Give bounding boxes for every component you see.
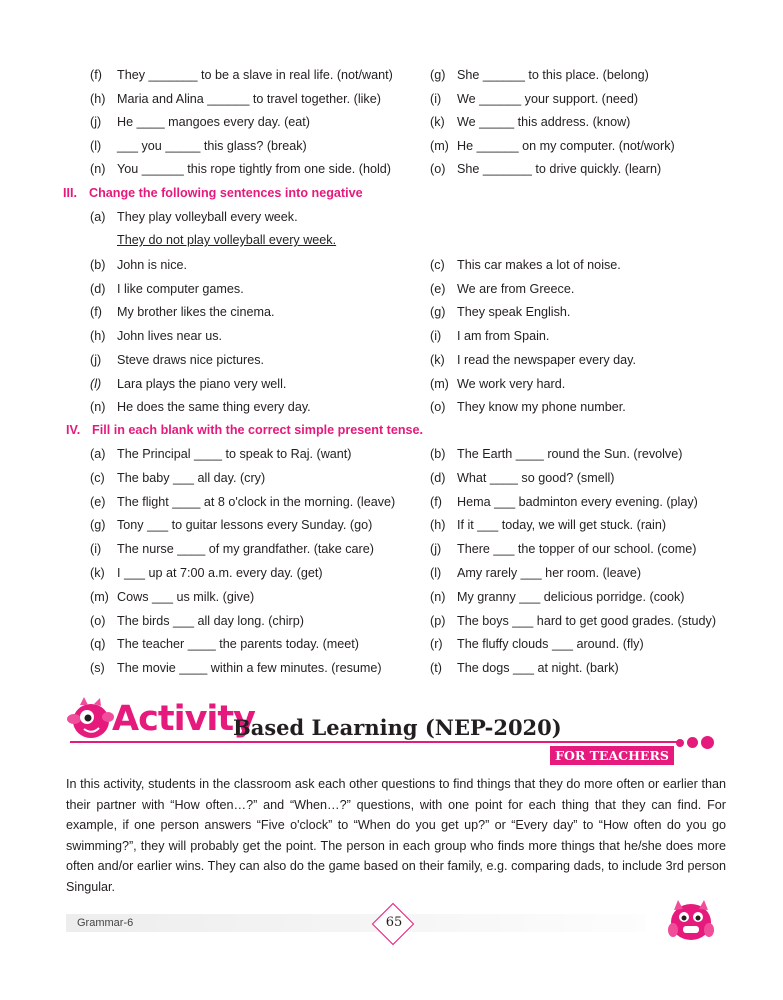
exercise-item [430,161,661,177]
footer-bar [66,914,646,932]
item-label: (m) [90,589,109,604]
exercise-item [90,281,244,297]
exercise-item [90,376,286,392]
item-label: (l) [90,138,102,153]
item-label: (e) [430,281,446,296]
item-text: My granny ___ delicious porridge. (cook) [457,589,685,604]
item-label: (i) [430,329,442,344]
item-label: (f) [90,305,102,320]
item-text: John lives near us. [117,329,223,344]
item-text: The birds ___ all day long. (chirp) [117,613,304,628]
example-label: (a) [90,210,106,224]
item-text: She ______ to this place. (belong) [457,68,649,82]
activity-paragraph: In this activity, students in the classroom ask each other questions to find things that they do more often or earlier than their partner with “How often…?” and “When…?” questions, with one point for each thing that they can find. For example, if one person answers “Five o'clock” to “When do you get up?” or “Every day” to “How often do you go swimming?”, they will probably get the point. The person in each group who finds more things that he/she does more often and/or earlier wins. They can also do the game based on their family, e.g. comparing dads, to include 3rd person Singular. [66,777,726,894]
item-text: They know my phone number. [457,400,626,415]
exercise-item [430,589,685,605]
item-text: This car makes a lot of noise. [457,258,621,272]
exercise-item [430,660,619,676]
item-text: I read the newspaper every day. [457,352,636,367]
item-label: (h) [90,91,106,106]
item-label: (m) [430,376,449,391]
item-label: (t) [430,661,442,676]
item-text: They _______ to be a slave in real life. (not/want) [117,68,393,82]
monster-mascot-icon [66,693,116,745]
exercise-item [430,281,574,297]
item-label: (m) [430,138,449,153]
item-label: (l) [90,376,102,391]
item-text: Maria and Alina ______ to travel together. (like) [117,91,381,106]
item-label: (d) [430,470,446,485]
exercise-item [90,352,264,368]
item-label: (d) [90,281,106,296]
exercise-item [90,67,393,83]
exercise-item [430,636,644,652]
item-label: (q) [90,637,106,652]
item-text: The movie ____ within a few minutes. (resume) [117,661,382,676]
exercise-item [430,304,570,320]
item-text: The flight ____ at 8 o'clock in the morning. (leave) [117,494,396,509]
exercise-item [430,114,630,130]
exercise-item [430,446,682,462]
item-text: The Principal ____ to speak to Raj. (want) [117,447,352,461]
item-label: (o) [430,162,446,177]
item-text: They speak English. [457,305,571,320]
activity-subtitle: Based Learning (NEP-2020) [233,715,562,740]
exercise-item [90,660,382,676]
item-label: (e) [90,494,106,509]
decor-dot [687,737,698,748]
exercise-item [90,138,307,154]
item-text: He ______ on my computer. (not/work) [457,138,675,153]
item-label: (o) [90,613,106,628]
item-text: The baby ___ all day. (cry) [117,470,266,485]
item-label: (n) [90,162,106,177]
item-label: (n) [90,400,106,415]
item-text: If it ___ today, we will get stuck. (rain) [457,518,667,533]
exercise-item [90,494,395,510]
item-text: You ______ this rope tightly from one side. (hold) [117,162,391,177]
item-text: I ___ up at 7:00 a.m. every day. (get) [117,566,323,580]
exercise-item [430,328,549,344]
section-4-title: Fill in each blank with the correct simple present tense. [92,423,424,437]
item-text: I am from Spain. [457,329,550,344]
activity-rule [70,741,678,743]
item-label: (s) [90,661,105,676]
exercise-item [430,399,626,415]
item-text: I like computer games. [117,281,244,296]
item-label: (f) [90,68,102,82]
book-title: Grammar-6 [77,917,134,929]
item-label: (o) [430,400,446,415]
decor-dot [701,736,714,749]
item-label: (a) [90,447,106,461]
section-4-heading [66,423,423,437]
item-text: Lara plays the piano very well. [117,376,287,391]
item-label: (g) [90,518,106,533]
item-text: He ____ mangoes every day. (eat) [117,115,310,130]
exercise-item [430,91,638,107]
item-label: (k) [430,352,445,367]
item-text: The boys ___ hard to get good grades. (study) [457,613,717,628]
item-text: The dogs ___ at night. (bark) [457,661,619,676]
section-4-number: IV. [66,423,81,437]
exercise-item [430,67,649,83]
exercise-item [90,257,187,273]
exercise-item [90,91,381,107]
exercise-item [430,494,698,510]
exercise-item [90,470,265,486]
item-text: Amy rarely ___ her room. (leave) [457,566,642,580]
exercise-item [90,589,254,605]
example-answer: They do not play volleyball every week. [117,233,337,247]
item-text: John is nice. [117,258,188,272]
item-text: We are from Greece. [457,281,575,296]
item-text: We work very hard. [457,376,566,391]
item-label: (k) [430,115,445,130]
decor-dot [676,739,684,747]
exercise-item [430,613,716,629]
item-text: My brother likes the cinema. [117,305,275,320]
item-label: (h) [90,329,106,344]
item-label: (k) [90,566,105,580]
item-text: The Earth ____ round the Sun. (revolve) [457,447,683,461]
exercise-item [90,399,311,415]
exercise-item [90,114,310,130]
item-label: (c) [430,258,445,272]
item-text: He does the same thing every day. [117,400,311,415]
item-text: Cows ___ us milk. (give) [117,589,255,604]
exercise-item [90,613,304,629]
exercise-item [90,517,372,533]
item-label: (j) [430,542,442,557]
exercise-item [90,565,323,581]
item-label: (p) [430,613,446,628]
item-label: (n) [430,589,446,604]
exercise-item [430,376,565,392]
for-teachers-badge: FOR TEACHERS [550,746,674,765]
item-label: (r) [430,637,443,652]
item-text: There ___ the topper of our school. (come) [457,542,697,557]
item-label: (i) [90,542,102,557]
item-text: Tony ___ to guitar lessons every Sunday. (go) [117,518,373,533]
item-text: We ______ your support. (need) [457,91,639,106]
item-label: (j) [90,352,102,367]
item-text: The teacher ____ the parents today. (meet) [117,637,359,652]
exercise-item [90,328,222,344]
exercise-item [90,304,274,320]
exercise-item [430,352,636,368]
exercise-item [430,470,615,486]
item-text: She _______ to drive quickly. (learn) [457,162,662,177]
item-label: (f) [430,494,442,509]
exercise-item [430,541,696,557]
exercise-item [430,517,666,533]
item-label: (g) [430,305,446,320]
section-3-title: Change the following sentences into negative [89,186,363,200]
item-text: What ____ so good? (smell) [457,470,615,485]
item-text: Hema ___ badminton every evening. (play) [457,494,698,509]
exercise-item [90,161,391,177]
exercise-item [90,636,359,652]
item-text: ___ you _____ this glass? (break) [117,138,307,153]
exercise-item [430,138,675,154]
item-label: (c) [90,470,105,485]
section-3-number: III. [63,186,77,200]
section-3-example [90,209,298,225]
item-label: (i) [430,91,442,106]
exercise-item [430,565,641,581]
item-label: (g) [430,68,446,82]
item-text: Steve draws nice pictures. [117,352,264,367]
exercise-item [90,541,374,557]
example-sentence: They play volleyball every week. [117,210,298,224]
item-label: (b) [90,258,106,272]
item-label: (l) [430,566,442,580]
monster-footer-icon [664,894,718,944]
activity-title: Activity [112,699,255,739]
item-text: The nurse ____ of my grandfather. (take care) [117,542,374,557]
page-number: 65 [385,915,403,930]
exercise-item [90,446,352,462]
section-3-heading [63,186,363,200]
item-text: The fluffy clouds ___ around. (fly) [457,637,644,652]
item-label: (j) [90,115,102,130]
item-label: (h) [430,518,446,533]
item-text: We _____ this address. (know) [457,115,631,130]
item-label: (b) [430,447,446,461]
exercise-item [430,257,621,273]
